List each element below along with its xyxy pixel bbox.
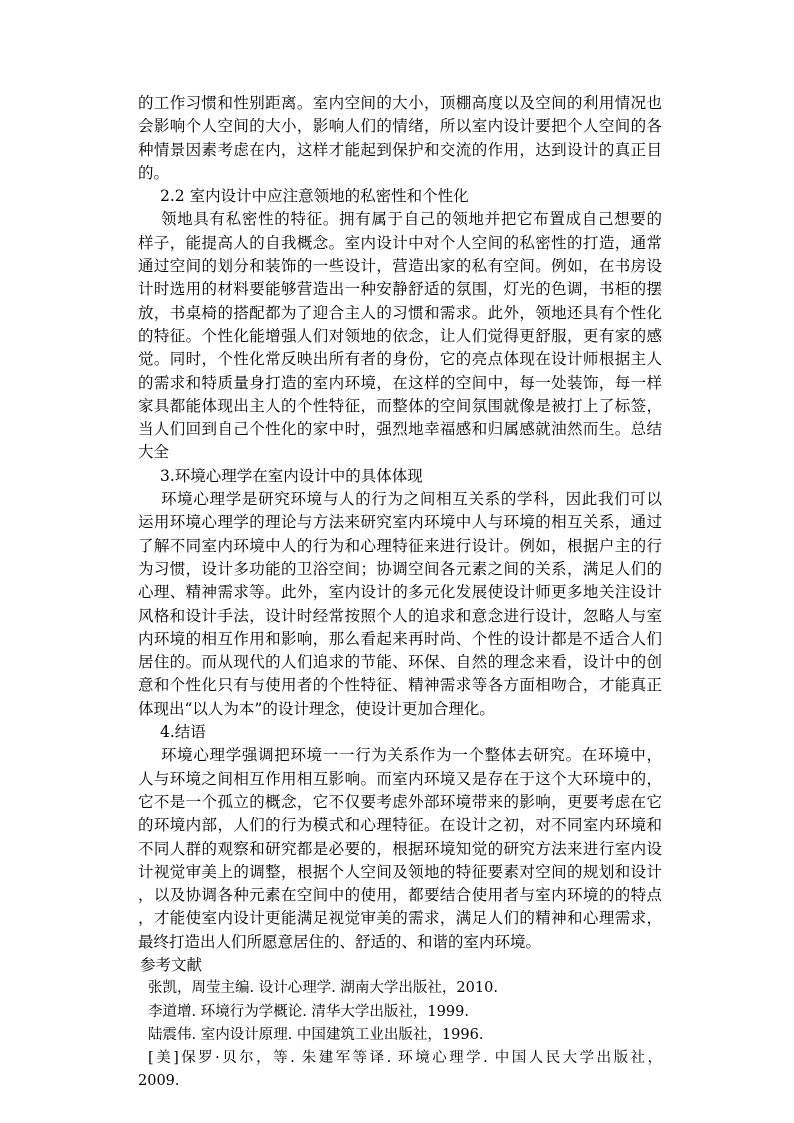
text-line: ，才能使室内设计更能满足视觉审美的需求，满足人们的精神和心理需求，: [138, 909, 662, 928]
text-line: 它不是一个孤立的概念，它不仅要考虑外部环境带来的影响，更要考虑在它: [138, 792, 662, 811]
text-line: 居住的。而从现代的人们追求的节能、环保、自然的理念来看，设计中的创: [138, 653, 662, 672]
text-line: 的环境内部，人们的行为模式和心理特征。在设计之初，对不同室内环境和: [138, 816, 662, 835]
text-line: 的需求和特质量身打造的室内环境，在这样的空间中，每一处装饰，每一样: [138, 373, 662, 392]
text-line: 了解不同室内环境中人的行为和心理特征来进行设计。例如，根据户主的行: [138, 536, 662, 555]
text-line: 2.2 室内设计中应注意领地的私密性和个性化: [160, 187, 469, 206]
text-line: 的特征。个性化能增强人们对领地的依念，让人们觉得更舒服，更有家的感: [138, 326, 662, 345]
text-line: 4.结语: [160, 723, 206, 742]
text-line: 最终打造出人们所愿意居住的、舒适的、和谐的室内环境。: [138, 932, 542, 951]
text-line: 意和个性化只有与使用者的个性特征、精神需求等各方面相吻合，才能真正: [138, 676, 662, 695]
text-line: 领地具有私密性的特征。拥有属于自己的领地并把它布置成自己想要的: [161, 210, 662, 229]
text-line: 种情景因素考虑在内，这样才能起到保护和交流的作用，达到设计的真正目: [138, 140, 662, 159]
text-line: 计视觉审美上的调整，根据个人空间及领地的特征要素对空间的规划和设计: [138, 862, 662, 881]
text-line: 内环境的相互作用和影响，那么看起来再时尚、个性的设计都是不适合人们: [138, 629, 662, 648]
text-line: 为习惯，设计多功能的卫浴空间；协调空间各元素之间的关系，满足人们的: [138, 559, 662, 578]
text-line: 样子，能提高人的自我概念。室内设计中对个人空间的私密性的打造，通常: [138, 233, 662, 252]
text-line: 当人们回到自己个性化的家中时，强烈地幸福感和归属感就油然而生。总结: [138, 420, 662, 439]
text-line: 3.环境心理学在室内设计中的具体体现: [160, 466, 423, 485]
text-line: 计时选用的材料要能够营造出一种安静舒适的氛围，灯光的色调，书柜的摆: [138, 280, 662, 299]
text-line: 家具都能体现出主人的个性特征，而整体的空间氛围就像是被打上了标签，: [138, 396, 662, 415]
text-line: 环境心理学强调把环境一一行为关系作为一个整体去研究。在环境中，: [161, 746, 662, 765]
text-line: 参考文献: [140, 955, 203, 974]
text-line: 的。: [138, 163, 170, 182]
text-line: 人与环境之间相互作用相互影响。而室内环境又是存在于这个大环境中的，: [138, 769, 662, 788]
text-line: 大全: [138, 443, 170, 462]
text-line: 李道增. 环境行为学概论. 清华大学出版社，1999.: [148, 1003, 469, 1020]
text-line: 环境心理学是研究环境与人的行为之间相互关系的学科，因此我们可以: [161, 490, 662, 509]
text-line: 2009.: [138, 1073, 180, 1090]
text-line: ，以及协调各种元素在空间中的使用，都要结合使用者与室内环境的的特点: [138, 886, 662, 905]
text-line: 运用环境心理学的理论与方法来研究室内环境中人与环境的相互关系，通过: [138, 513, 662, 532]
text-line: 的工作习惯和性别距离。室内空间的大小，顶棚高度以及空间的利用情况也: [138, 94, 662, 112]
text-line: 通过空间的划分和装饰的一些设计，营造出家的私有空间。例如，在书房设: [138, 257, 662, 276]
text-line: 心理、精神需求等。此外，室内设计的多元化发展使设计师更多地关注设计: [138, 583, 662, 602]
text-line: 体现出“以人为本”的设计理念，使设计更加合理化。: [138, 699, 495, 718]
text-line: [美]保罗·贝尔，等. 朱建军等译. 环境心理学. 中国人民大学出版社，: [148, 1050, 662, 1067]
text-line: 陆震伟. 室内设计原理. 中国建筑工业出版社，1996.: [148, 1026, 484, 1043]
text-line: 风格和设计手法，设计时经常按照个人的追求和意念进行设计，忽略人与室: [138, 606, 662, 625]
document-page: [138, 92, 662, 1094]
text-line: 不同人群的观察和研究都是必要的，根据环境知觉的研究方法来进行室内设: [138, 839, 662, 858]
text-line: 张凯，周莹主编. 设计心理学. 湖南大学出版社，2010.: [148, 980, 498, 997]
text-line: 觉。同时，个性化常反映出所有者的身份，它的亮点体现在设计师根据主人: [138, 350, 662, 369]
text-line: 放，书桌椅的搭配都为了迎合主人的习惯和需求。此外，领地还具有个性化: [138, 303, 662, 322]
text-line: 会影响个人空间的大小，影响人们的情绪，所以室内设计要把个人空间的各: [138, 117, 662, 136]
